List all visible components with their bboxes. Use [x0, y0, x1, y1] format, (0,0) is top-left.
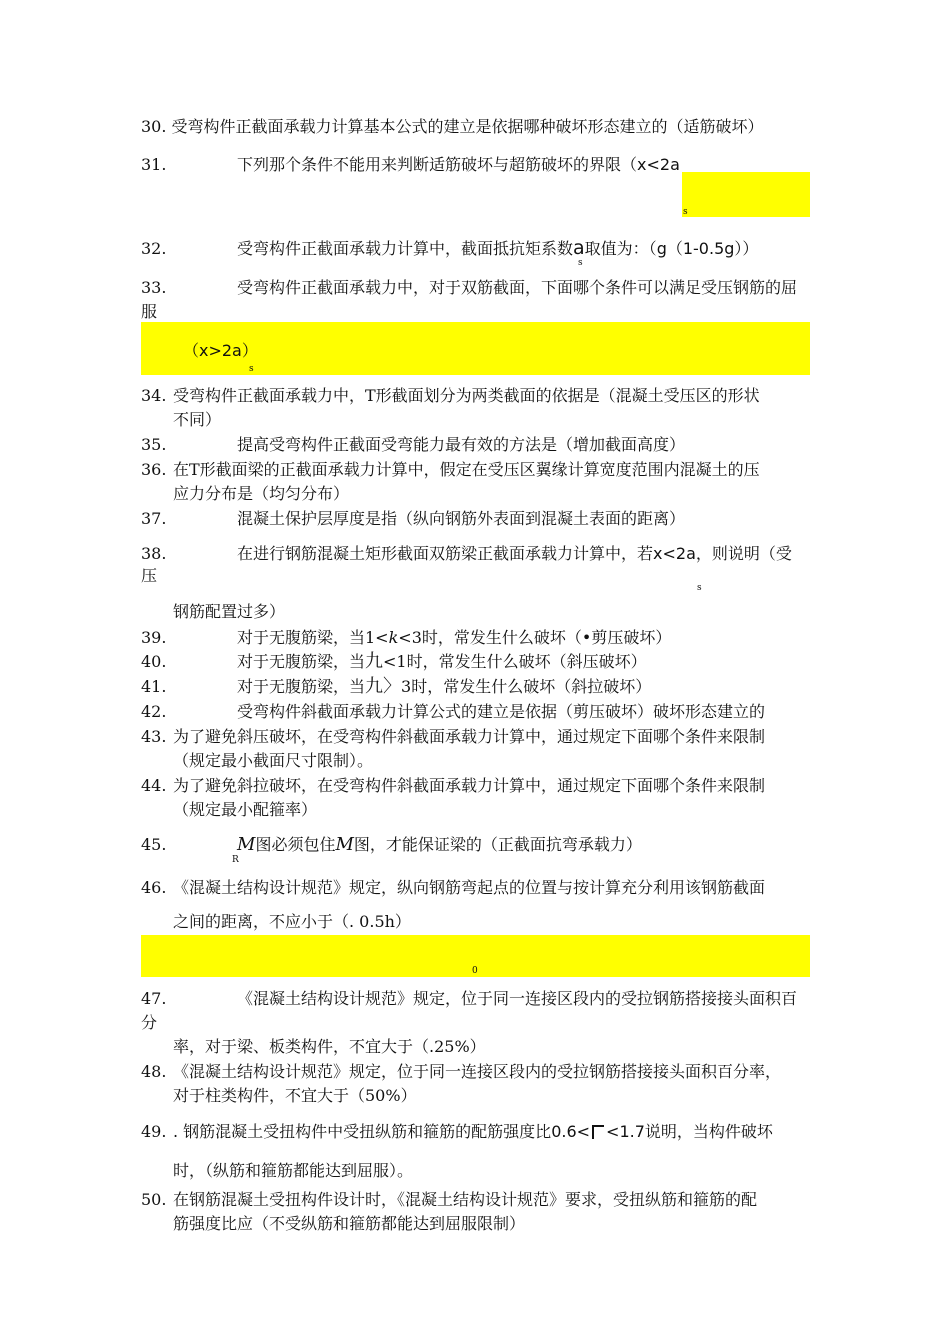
subscript: s — [578, 258, 583, 268]
item-text: 在钢筋混凝土受扭构件设计时，《混凝土结构设计规范》要求，受扭纵筋和箍筋的配 — [173, 1190, 758, 1209]
subscript: s — [697, 583, 702, 593]
item-44 — [141, 776, 765, 796]
math-symbol: M — [335, 834, 354, 855]
item-46 — [141, 878, 765, 898]
item-text: 受弯构件正截面承载力中，对于双筋截面，下面哪个条件可以满足受压钢筋的屈 — [237, 278, 798, 297]
math-symbol: 九 — [365, 651, 384, 672]
item-46-cont: 之间的距离，不应小于（. 0.5h） — [173, 912, 411, 931]
item-47-cont: 分 — [141, 1013, 158, 1032]
item-36 — [141, 460, 760, 480]
subscript: s — [683, 207, 688, 217]
item-text: 在进行钢筋混凝土矩形截面双筋梁正截面承载力计算中，若 — [237, 544, 654, 563]
item-text: 受弯构件正截面承载力计算基本公式的建立是依据哪种破坏形态建立的（适筋破坏） — [171, 117, 764, 136]
highlight-block-31 — [682, 172, 810, 217]
subscript: R — [232, 855, 239, 865]
item-text: 在T形截面梁的正截面承载力计算中，假定在受压区翼缘计算宽度范围内混凝土的压 — [173, 460, 760, 479]
item-number: 50. — [141, 1190, 167, 1209]
item-number: 35. — [141, 435, 167, 454]
item-38-cont: 压 — [141, 566, 158, 585]
math-expression: x<2a — [653, 544, 696, 563]
item-38-answer: 钢筋配置过多） — [173, 602, 286, 621]
item-text: 受弯构件正截面承载力计算中，截面抵抗矩系数 — [237, 239, 574, 258]
item-text: 对于无腹筋梁，当1< — [237, 628, 389, 647]
item-45: 45. M图必须包住M图，才能保证梁的（正截面抗弯承载力） — [141, 834, 642, 855]
item-text: 受弯构件斜截面承载力计算公式的建立是依据（剪压破坏）破坏形态建立的 — [237, 702, 766, 721]
item-text: 《混凝土结构设计规范》规定，位于同一连接区段内的受拉钢筋搭接接头面积百分率， — [173, 1062, 782, 1081]
item-text: 对于无腹筋梁，当 — [237, 652, 366, 671]
math-expression: x<2a — [637, 155, 680, 174]
item-34-cont: 不同） — [173, 410, 222, 429]
item-number: 40. — [141, 652, 167, 671]
item-32: 32. 受弯构件正截面承载力计算中，截面抵抗矩系数a取值为：（g（1-0.5g）） — [141, 237, 759, 259]
item-number: 46. — [141, 878, 167, 897]
item-number: 37. — [141, 509, 167, 528]
item-number: 42. — [141, 702, 167, 721]
item-text: 混凝土保护层厚度是指（纵向钢筋外表面到混凝土表面的距离） — [237, 509, 686, 528]
item-number: 44. — [141, 776, 167, 795]
subscript: 0 — [472, 966, 478, 976]
item-38: 38. 在进行钢筋混凝土矩形截面双筋梁正截面承载力计算中，若x<2a，则说明（受 — [141, 544, 792, 563]
math-symbol: k — [388, 628, 399, 647]
item-49: 49. . 钢筋混凝土受扭构件中受扭纵筋和箍筋的配筋强度比0.6< <1.7说明，当构件破坏 — [141, 1122, 773, 1141]
math-expression: g（1-0.5g）） — [656, 239, 759, 258]
item-number: 34. — [141, 386, 167, 405]
item-text: 受弯构件正截面承载力中，T形截面划分为两类截面的依据是（混凝土受压区的形状 — [173, 386, 760, 405]
item-48 — [141, 1062, 781, 1082]
item-text: 下列那个条件不能用来判断适筋破坏与超筋破坏的界限（ — [237, 155, 638, 174]
item-number: 48. — [141, 1062, 167, 1081]
item-43 — [141, 727, 765, 747]
item-number: 39. — [141, 628, 167, 647]
item-41: 41. 对于无腹筋梁，当九〉3时，常发生什么破坏（斜拉破坏） — [141, 676, 652, 697]
item-42 — [141, 702, 765, 722]
item-number: 38. — [141, 544, 167, 563]
item-37 — [141, 509, 685, 529]
math-symbol: M — [237, 834, 256, 855]
item-49-cont: 时，（纵筋和箍筋都能达到屈服）。 — [173, 1161, 414, 1180]
item-47-answer: 率，对于梁、板类构件，不宜大于（.25%） — [173, 1037, 486, 1056]
item-43-cont: （规定最小截面尺寸限制）。 — [173, 751, 374, 770]
item-44-cont: （规定最小配箍率） — [173, 800, 318, 819]
math-symbol: 九〉 — [365, 676, 402, 697]
item-number: 41. — [141, 677, 167, 696]
item-31 — [141, 155, 680, 175]
item-35 — [141, 435, 685, 455]
item-48-cont: 对于柱类构件，不宜大于（50%） — [173, 1086, 417, 1105]
item-34 — [141, 386, 760, 406]
item-36-cont: 应力分布是（均匀分布） — [173, 484, 350, 503]
item-47 — [141, 989, 797, 1009]
item-33-answer: （x>2a） — [183, 341, 258, 360]
item-number: 32. — [141, 239, 167, 258]
item-number: 30. — [141, 117, 167, 136]
item-number: 49. — [141, 1122, 167, 1141]
item-number: 45. — [141, 835, 167, 854]
item-text: 《混凝土结构设计规范》规定，位于同一连接区段内的受拉钢筋搭接接头面积百 — [237, 989, 798, 1008]
item-text: 为了避免斜拉破坏，在受弯构件斜截面承载力计算中，通过规定下面哪个条件来限制 — [173, 776, 766, 795]
ratio-symbol-icon — [592, 1125, 604, 1139]
item-number: 36. — [141, 460, 167, 479]
item-number: 31. — [141, 155, 167, 174]
item-text: . 钢筋混凝土受扭构件中受扭纵筋和箍筋的配筋强度比 — [173, 1122, 552, 1141]
item-50 — [141, 1190, 757, 1210]
item-number: 43. — [141, 727, 167, 746]
item-text: 对于无腹筋梁，当 — [237, 677, 366, 696]
item-number: 47. — [141, 989, 167, 1008]
math-symbol: a — [573, 237, 585, 259]
item-50-cont: 筋强度比应（不受纵筋和箍筋都能达到屈服限制） — [173, 1214, 526, 1233]
subscript: s — [249, 364, 254, 374]
item-39: 39. 对于无腹筋梁，当1<k<3时，常发生什么破坏（•剪压破坏） — [141, 628, 672, 647]
item-33 — [141, 278, 797, 298]
item-text: 《混凝土结构设计规范》规定，纵向钢筋弯起点的位置与按计算充分利用该钢筋截面 — [173, 878, 766, 897]
item-40: 40. 对于无腹筋梁，当九<1时，常发生什么破坏（斜压破坏） — [141, 651, 647, 672]
item-text: 为了避免斜压破坏，在受弯构件斜截面承载力计算中，通过规定下面哪个条件来限制 — [173, 727, 766, 746]
item-33-cont: 服 — [141, 302, 158, 321]
item-text: 提高受弯构件正截面受弯能力最有效的方法是（增加截面高度） — [237, 435, 686, 454]
math-expression: 0.6< — [551, 1122, 591, 1141]
item-30 — [141, 117, 764, 137]
item-number: 33. — [141, 278, 167, 297]
